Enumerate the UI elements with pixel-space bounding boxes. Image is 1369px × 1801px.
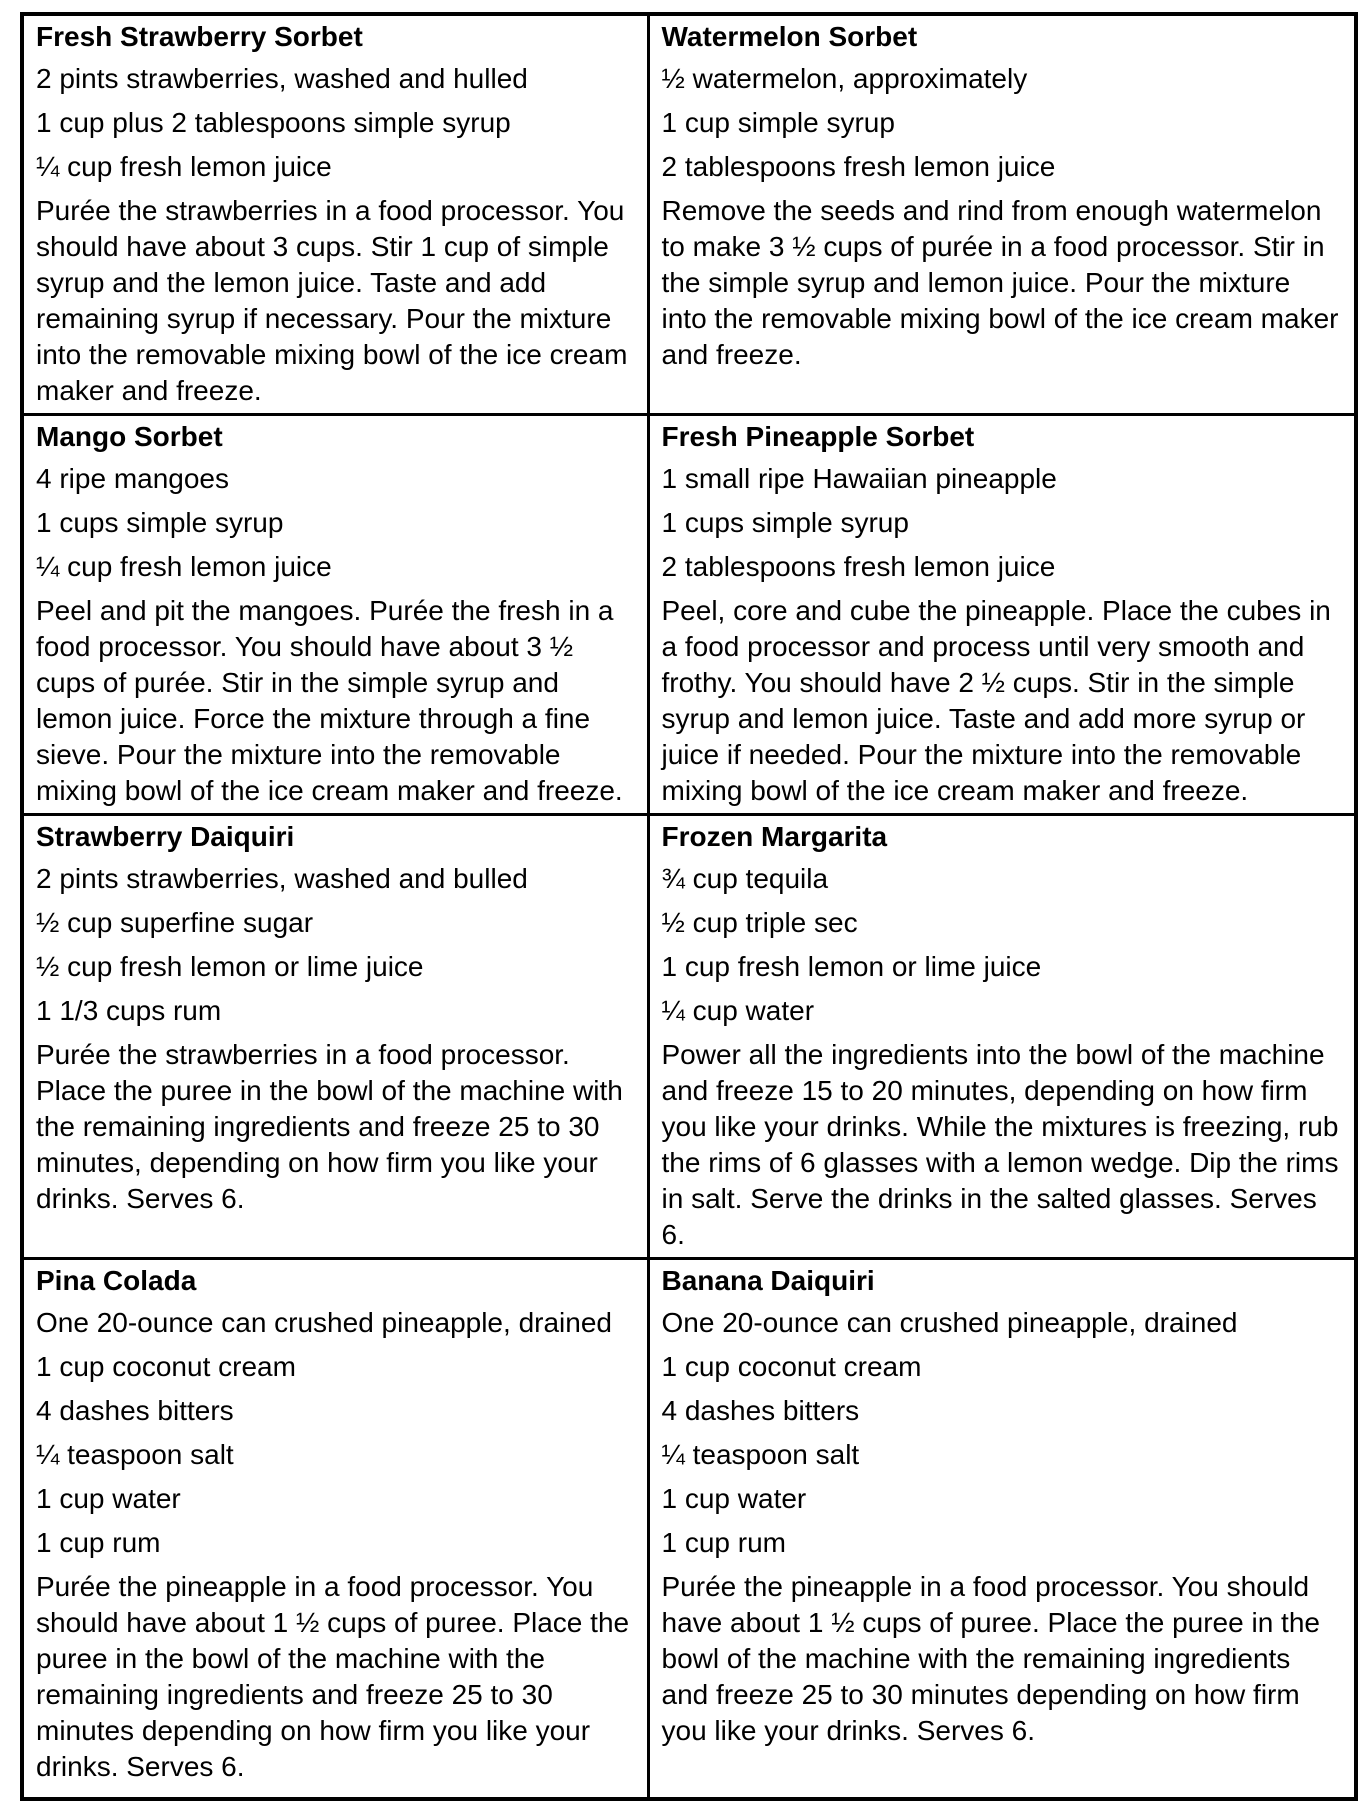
recipe-instructions: Purée the strawberries in a food processor. You should have about 3 cups. Stir 1 cup of simple syrup and the lemon juice. Taste and add remaining syrup if necessary. Pour the mixture into the removable mixing bowl of the ice cream maker and freeze. <box>36 195 628 406</box>
table-row <box>22 415 1356 815</box>
ingredient-line: ¼ teaspoon salt <box>36 1439 234 1470</box>
ingredient-line: ½ watermelon, approximately <box>661 63 1028 94</box>
ingredient-line: 1 cup rum <box>661 1527 786 1558</box>
ingredient-line: One 20-ounce can crushed pineapple, drained <box>661 1307 1238 1338</box>
ingredient-line: 2 pints strawberries, washed and hulled <box>36 63 528 94</box>
ingredient-line: 1 cup rum <box>36 1527 161 1558</box>
recipe-instructions: Remove the seeds and rind from enough watermelon to make 3 ½ cups of purée in a food processor. Stir in the simple syrup and lemon juice. Pour the mixture into the removable mixing bowl of the ice cream maker and freeze. <box>661 195 1339 370</box>
recipe-title: Strawberry Daiquiri <box>36 821 295 852</box>
ingredient-line: One 20-ounce can crushed pineapple, drained <box>36 1307 612 1338</box>
table-row <box>22 1259 1356 1799</box>
ingredient-line: 1 cup water <box>661 1483 807 1514</box>
ingredient-line: 1 cup coconut cream <box>661 1351 922 1382</box>
ingredient-line: 1 cups simple syrup <box>661 507 909 538</box>
recipe-title: Fresh Pineapple Sorbet <box>661 421 975 452</box>
ingredient-line: ½ cup triple sec <box>661 907 858 938</box>
recipe-instructions: Purée the strawberries in a food processor. Place the puree in the bowl of the machine with the remaining ingredients and freeze 25 to 30 minutes, depending on how firm you like your drinks. Serves 6. <box>36 1039 623 1214</box>
recipe-instructions: Purée the pineapple in a food processor. You should have about 1 ½ cups of puree. Place the puree in the bowl of the machine with the remaining ingredients and freeze 25 to 30 minutes depending on how firm you like your drinks. Serves 6. <box>661 1571 1320 1746</box>
recipe-instructions: Purée the pineapple in a food processor. You should have about 1 ½ cups of puree. Place the puree in the bowl of the machine with the remaining ingredients and freeze 25 to 30 minutes depending on how firm you like your drinks. Serves 6. <box>36 1571 630 1782</box>
ingredient-line: 1 cup fresh lemon or lime juice <box>661 951 1042 982</box>
ingredient-line: 4 dashes bitters <box>661 1395 860 1426</box>
ingredient-line: ½ cup fresh lemon or lime juice <box>36 951 424 982</box>
recipe-instructions: Peel and pit the mangoes. Purée the fresh in a food processor. You should have about 3 ½ cups of purée. Stir in the simple syrup and lemon juice. Force the mixture through a fine sieve. Pour the mixture into the removable mixing bowl of the ice cream maker and freeze. <box>36 595 623 806</box>
ingredient-line: 4 ripe mangoes <box>36 463 230 494</box>
ingredient-line: ½ cup superfine sugar <box>36 907 314 938</box>
recipe-card-frozen-margarita <box>648 815 1356 1259</box>
ingredient-line: ¼ teaspoon salt <box>661 1439 860 1470</box>
ingredient-line: 2 tablespoons fresh lemon juice <box>661 551 1056 582</box>
recipe-title: Fresh Strawberry Sorbet <box>36 21 363 52</box>
recipe-title: Watermelon Sorbet <box>661 21 918 52</box>
recipe-card-pina-colada <box>22 1259 648 1799</box>
ingredient-line: 2 tablespoons fresh lemon juice <box>661 151 1056 182</box>
recipe-card-watermelon-sorbet <box>648 14 1356 415</box>
recipe-title: Banana Daiquiri <box>661 1265 875 1296</box>
ingredient-line: 1 cups simple syrup <box>36 507 284 538</box>
recipe-card-fresh-strawberry-sorbet <box>22 14 648 415</box>
recipe-card-mango-sorbet <box>22 415 648 815</box>
ingredient-line: 1 cup simple syrup <box>661 107 895 138</box>
ingredient-line: ¾ cup tequila <box>661 863 829 894</box>
table-row <box>22 14 1356 415</box>
recipe-card-banana-daiquiri <box>648 1259 1356 1799</box>
ingredient-line: ¼ cup fresh lemon juice <box>36 151 332 182</box>
recipe-card-strawberry-daiquiri <box>22 815 648 1259</box>
recipe-title: Mango Sorbet <box>36 421 223 452</box>
ingredient-line: 1 1/3 cups rum <box>36 995 222 1026</box>
ingredient-line: ¼ cup fresh lemon juice <box>36 551 332 582</box>
ingredient-line: 1 cup coconut cream <box>36 1351 296 1382</box>
recipe-title: Frozen Margarita <box>661 821 888 852</box>
recipe-title: Pina Colada <box>36 1265 197 1296</box>
recipe-instructions: Power all the ingredients into the bowl of the machine and freeze 15 to 20 minutes, depending on how firm you like your drinks. While the mixtures is freezing, rub the rims of 6 glasses with a lemon wedge. Dip the rims in salt. Serve the drinks in the salted glasses. Serves 6. <box>661 1039 1339 1250</box>
ingredient-line: 1 cup water <box>36 1483 181 1514</box>
table-row <box>22 815 1356 1259</box>
ingredient-line: 2 pints strawberries, washed and bulled <box>36 863 528 894</box>
recipe-card-fresh-pineapple-sorbet <box>648 415 1356 815</box>
recipe-instructions: Peel, core and cube the pineapple. Place the cubes in a food processor and process until very smooth and frothy. You should have 2 ½ cups. Stir in the simple syrup and lemon juice. Taste and add more syrup or juice if needed. Pour the mixture into the removable mixing bowl of the ice cream maker and freeze. <box>661 595 1331 806</box>
ingredient-line: ¼ cup water <box>661 995 815 1026</box>
ingredient-line: 1 small ripe Hawaiian pineapple <box>661 463 1057 494</box>
recipe-table <box>20 12 1358 1801</box>
ingredient-line: 1 cup plus 2 tablespoons simple syrup <box>36 107 511 138</box>
ingredient-line: 4 dashes bitters <box>36 1395 234 1426</box>
